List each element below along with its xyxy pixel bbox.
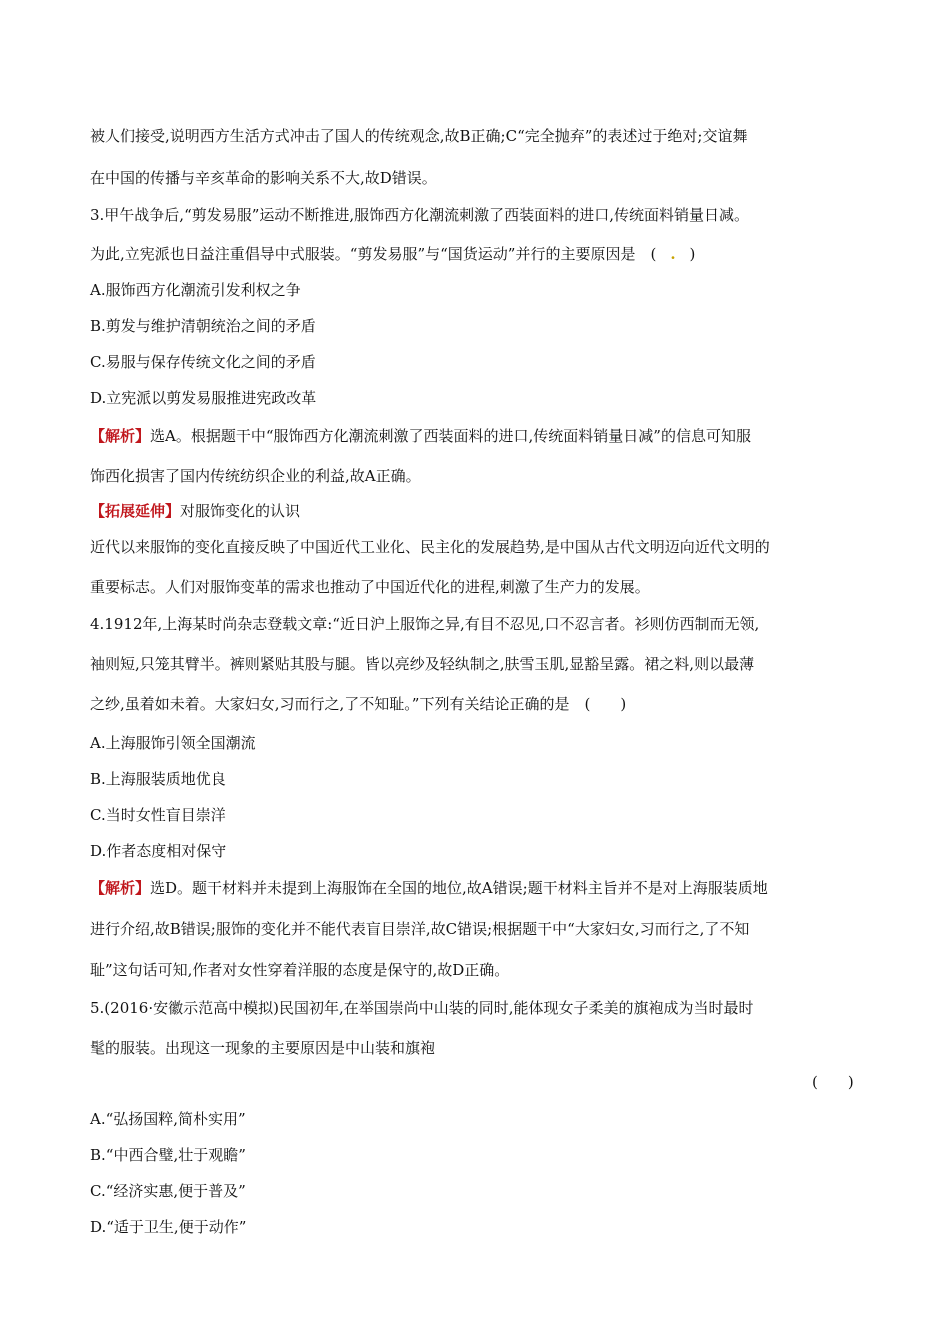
option-c: C.易服与保存传统文化之间的矛盾 <box>90 353 316 371</box>
option-d: D.“适于卫生,便于动作” <box>90 1218 247 1236</box>
extension-tag: 【拓展延伸】 <box>90 502 181 520</box>
question-5-stem-cont: 髦的服装。出现这一现象的主要原因是中山装和旗袍 <box>90 1039 436 1057</box>
extension-text: 近代以来服饰的变化直接反映了中国近代工业化、民主化的发展趋势,是中国从古代文明迈向近代文明的 <box>90 538 770 556</box>
analysis-text: 选D。题干材料并未提到上海服饰在全国的地位,故A错误;题干材料主旨并不是对上海服装质地 <box>150 879 768 897</box>
question-3-stem: 3.甲午战争后,“剪发易服”运动不断推进,服饰西方化潮流刺激了西装面料的进口,传统面料销量日减。 <box>90 206 749 224</box>
analysis-text-cont: 耻”这句话可知,作者对女性穿着洋服的态度是保守的,故D正确。 <box>90 961 510 979</box>
question-3-analysis <box>90 426 862 446</box>
option-a: A.“弘扬国粹,简朴实用” <box>90 1110 246 1128</box>
question-4-stem-cont: 之纱,虽着如未着。大家妇女,习而行之,了不知耻。”下列有关结论正确的是 ( ) <box>90 695 627 713</box>
option-a: A.上海服饰引领全国潮流 <box>90 734 256 752</box>
question-5-stem: 5.(2016·安徽示范高中模拟)民国初年,在举国崇尚中山装的同时,能体现女子柔美的旗袍成为当时最时 <box>90 999 754 1017</box>
question-3-stem-text: 为此,立宪派也日益注重倡导中式服装。“剪发易服”与“国货运动”并行的主要原因是 ( <box>90 245 657 263</box>
option-c: C.“经济实惠,便于普及” <box>90 1182 246 1200</box>
question-4-analysis <box>90 878 862 898</box>
option-b: B.“中西合璧,壮于观瞻” <box>90 1146 246 1164</box>
text-line: 在中国的传播与辛亥革命的影响关系不大,故D错误。 <box>90 169 437 187</box>
answer-paren: ( ) <box>812 1073 854 1091</box>
analysis-text-cont: 进行介绍,故B错误;服饰的变化并不能代表盲目崇洋,故C错误;根据题干中“大家妇女,习而行之,了不知 <box>90 920 750 938</box>
extension-heading <box>90 501 862 521</box>
analysis-tag: 【解析】 <box>90 427 151 445</box>
option-b: B.上海服装质地优良 <box>90 770 226 788</box>
option-d: D.立宪派以剪发易服推进宪政改革 <box>90 389 317 407</box>
option-a: A.服饰西方化潮流引发利权之争 <box>90 281 301 299</box>
question-4-stem-cont: 袖则短,只笼其臂半。裤则紧贴其股与腿。皆以亮纱及轻纨制之,肤雪玉肌,显豁呈露。裙之料,则以最薄 <box>90 655 755 673</box>
text-line: 被人们接受,说明西方生活方式冲击了国人的传统观念,故B正确;C“完全抛弃”的表述过于绝对;交谊舞 <box>90 127 748 145</box>
analysis-text: 选A。根据题干中“服饰西方化潮流刺激了西装面料的进口,传统面料销量日减”的信息可知服 <box>150 427 751 445</box>
option-c: C.当时女性盲目崇洋 <box>90 806 226 824</box>
question-3-stem-cont <box>90 244 862 264</box>
extension-title: 对服饰变化的认识 <box>180 502 301 520</box>
question-4-stem: 4.1912年,上海某时尚杂志登载文章:“近日沪上服饰之异,有目不忍见,口不忍言者。衫则仿西制而无领, <box>90 615 760 633</box>
analysis-text-cont: 饰西化损害了国内传统纺织企业的利益,故A正确。 <box>90 467 421 485</box>
option-b: B.剪发与维护清朝统治之间的矛盾 <box>90 317 316 335</box>
answer-dot: . <box>670 245 676 263</box>
extension-text-cont: 重要标志。人们对服饰变革的需求也推动了中国近代化的进程,刺激了生产力的发展。 <box>90 578 650 596</box>
analysis-tag: 【解析】 <box>90 879 151 897</box>
option-d: D.作者态度相对保守 <box>90 842 227 860</box>
paren-close: ) <box>689 245 696 263</box>
